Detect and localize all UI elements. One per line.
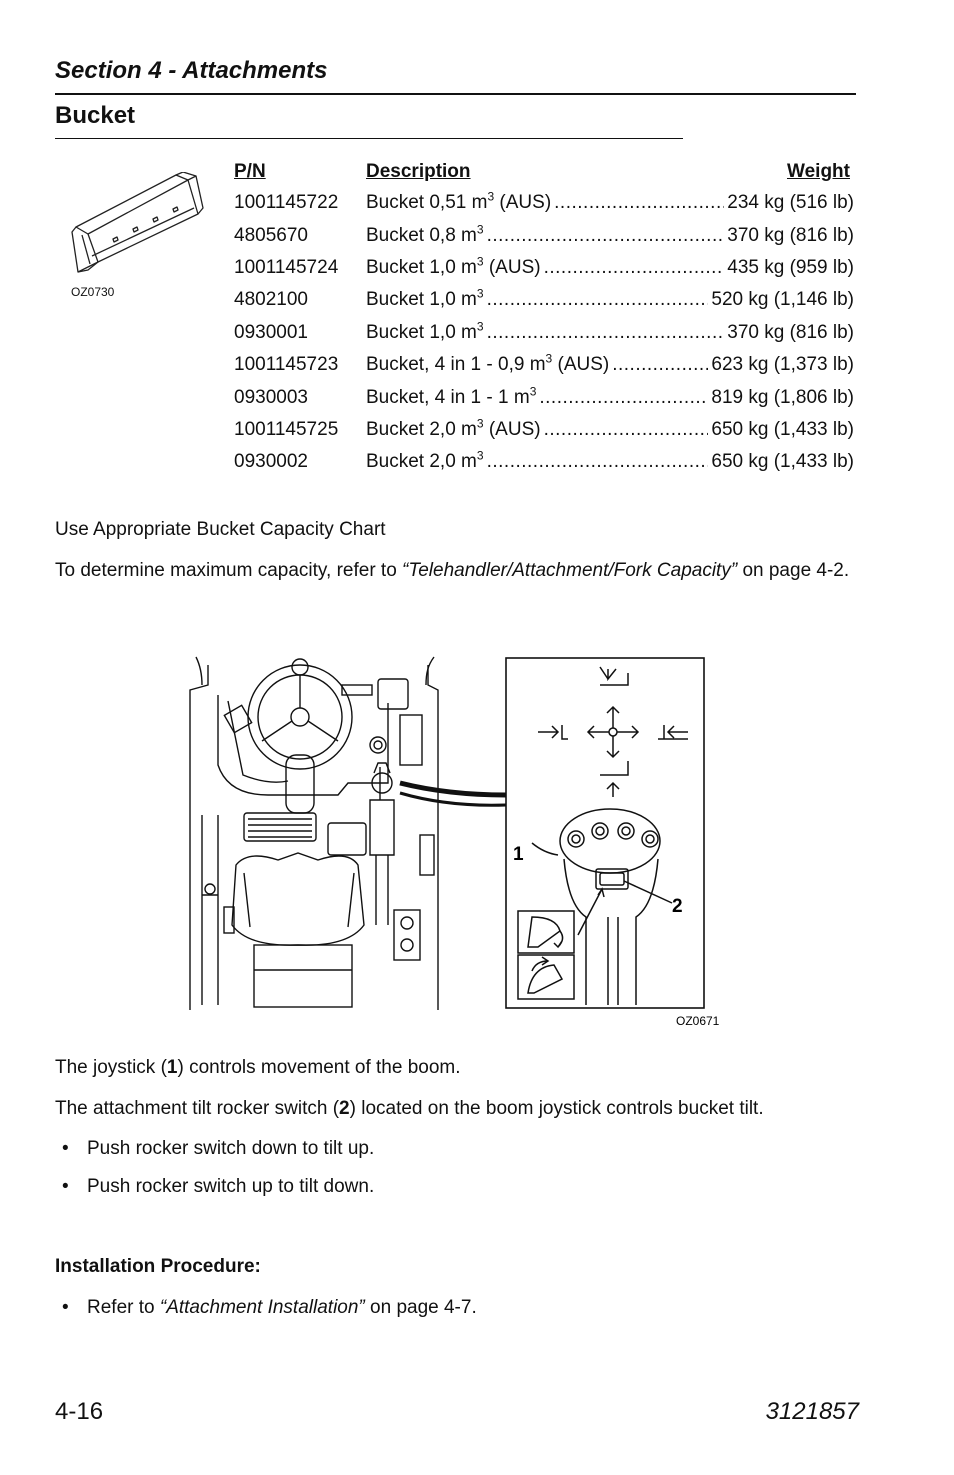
column-header-pn: P/N [234, 161, 266, 182]
unit-superscript: 3 [476, 254, 484, 269]
part-number-cell: 1001145723 [234, 354, 339, 376]
part-number-cell: 0930003 [234, 386, 308, 408]
bullet-icon: • [62, 1138, 69, 1159]
list-item [62, 1297, 477, 1319]
tilt-switch-paragraph [55, 1096, 860, 1121]
table-header-row [234, 157, 854, 187]
description-cell [366, 317, 854, 349]
dot-leader [487, 322, 725, 344]
bullet-text: Push rocker switch down to tilt up. [87, 1138, 375, 1159]
part-number-cell: 0930002 [234, 451, 308, 473]
description-main: Bucket 0,51 m [366, 192, 488, 214]
page-title: Bucket [55, 102, 136, 129]
installation-heading: Installation Procedure: [55, 1256, 261, 1277]
description-cell [366, 252, 854, 284]
description-main: Bucket, 4 in 1 - 1 m [366, 386, 530, 408]
cab-joystick-diagram [188, 655, 748, 1035]
dot-leader [544, 257, 725, 279]
diagram-figure-label: OZ0671 [676, 1014, 720, 1028]
description-text [366, 448, 484, 473]
table-row [234, 252, 854, 284]
determine-capacity-paragraph [55, 558, 860, 583]
description-text [366, 189, 552, 214]
tilt-text-pre: The attachment tilt rocker switch ( [55, 1098, 340, 1119]
capacity-chart-text: Use Appropriate Bucket Capacity Chart [55, 519, 386, 540]
weight-value: 435 kg (959 lb) [727, 256, 854, 278]
column-header-weight: Weight [787, 161, 850, 182]
list-item [62, 1176, 374, 1198]
column-header-description [366, 157, 854, 187]
dot-leader [612, 354, 708, 376]
description-cell [366, 219, 854, 251]
part-number-cell: 1001145722 [234, 192, 339, 214]
description-main: Bucket 1,0 m [366, 256, 477, 278]
determine-page-text: on page 4-2. [737, 560, 850, 581]
weight-value: 234 kg (516 lb) [727, 192, 854, 214]
table-row [234, 187, 854, 219]
section-title: Section 4 - Attachments [55, 57, 328, 84]
description-suffix: (AUS) [483, 418, 541, 440]
weight-value: 370 kg (816 lb) [727, 224, 854, 246]
title-divider [55, 138, 683, 139]
description-cell [366, 414, 854, 446]
tilt-text-post: ) located on the boom joystick controls bucket tilt. [349, 1098, 764, 1119]
bullet-icon: • [62, 1176, 69, 1197]
dot-leader [554, 192, 724, 214]
install-text-post: on page 4-7. [364, 1297, 477, 1318]
description-main: Bucket 0,8 m [366, 224, 477, 246]
unit-superscript: 3 [476, 416, 484, 431]
unit-superscript: 3 [545, 351, 553, 366]
weight-value: 650 kg (1,433 lb) [711, 418, 854, 440]
description-cell [366, 446, 854, 478]
weight-value: 520 kg (1,146 lb) [711, 289, 854, 311]
part-number-cell: 4805670 [234, 224, 308, 246]
unit-superscript: 3 [487, 189, 495, 204]
table-row [234, 284, 854, 316]
description-main: Bucket 2,0 m [366, 451, 477, 473]
description-cell [366, 187, 854, 219]
description-header-text: Description [366, 161, 471, 182]
table-row [234, 219, 854, 251]
description-suffix: (AUS) [494, 192, 552, 214]
joystick-text-pre: The joystick ( [55, 1057, 167, 1078]
parts-table [234, 157, 854, 479]
weight-value: 650 kg (1,433 lb) [711, 451, 854, 473]
document-number: 3121857 [765, 1398, 859, 1425]
dot-leader [487, 225, 725, 247]
description-suffix: (AUS) [483, 256, 541, 278]
bullet-text: Push rocker switch up to tilt down. [87, 1176, 375, 1197]
joystick-callout-ref: 1 [166, 1057, 178, 1078]
table-row [234, 446, 854, 478]
part-number-cell: 4802100 [234, 289, 308, 311]
table-row [234, 317, 854, 349]
description-cell [366, 349, 854, 381]
table-row [234, 381, 854, 413]
weight-value: 623 kg (1,373 lb) [711, 354, 854, 376]
determine-text: To determine maximum capacity, refer to [55, 560, 403, 581]
weight-value: 819 kg (1,806 lb) [711, 386, 854, 408]
dot-leader [487, 451, 709, 473]
description-text [366, 319, 484, 344]
weight-value: 370 kg (816 lb) [727, 321, 854, 343]
table-row [234, 414, 854, 446]
unit-superscript: 3 [476, 287, 484, 302]
unit-superscript: 3 [529, 384, 537, 399]
part-number-cell: 1001145724 [234, 256, 339, 278]
description-main: Bucket 1,0 m [366, 321, 477, 343]
bullet-icon: • [62, 1297, 69, 1318]
install-text-pre: Refer to [87, 1297, 160, 1318]
description-text [366, 289, 484, 311]
unit-superscript: 3 [476, 222, 484, 237]
dot-leader [487, 289, 709, 311]
description-text [366, 254, 541, 279]
part-number-cell: 1001145725 [234, 418, 339, 440]
unit-superscript: 3 [476, 319, 484, 334]
dot-leader [544, 419, 709, 441]
tilt-callout-ref: 2 [339, 1098, 350, 1119]
callout-2: 2 [672, 896, 683, 917]
callout-1: 1 [513, 844, 524, 865]
description-cell [366, 284, 854, 316]
description-text [366, 222, 484, 247]
installation-reference-link[interactable]: “Attachment Installation” [159, 1297, 365, 1318]
joystick-paragraph [55, 1055, 860, 1080]
table-row [234, 349, 854, 381]
page-number: 4-16 [55, 1398, 104, 1425]
description-main: Bucket 2,0 m [366, 418, 477, 440]
capacity-reference-link[interactable]: “Telehandler/Attachment/Fork Capacity” [402, 560, 738, 581]
list-item [62, 1138, 374, 1160]
description-main: Bucket, 4 in 1 - 0,9 m [366, 354, 546, 376]
description-text [366, 351, 610, 376]
dot-leader [539, 387, 708, 409]
bucket-figure-label: OZ0730 [71, 285, 115, 299]
unit-superscript: 3 [476, 448, 484, 463]
description-text [366, 384, 537, 409]
joystick-text-post: ) controls movement of the boom. [177, 1057, 461, 1078]
section-divider [55, 93, 856, 95]
description-suffix: (AUS) [552, 354, 610, 376]
bucket-illustration [68, 172, 218, 280]
part-number-cell: 0930001 [234, 321, 308, 343]
description-cell [366, 381, 854, 413]
description-text [366, 416, 541, 441]
description-main: Bucket 1,0 m [366, 289, 477, 311]
